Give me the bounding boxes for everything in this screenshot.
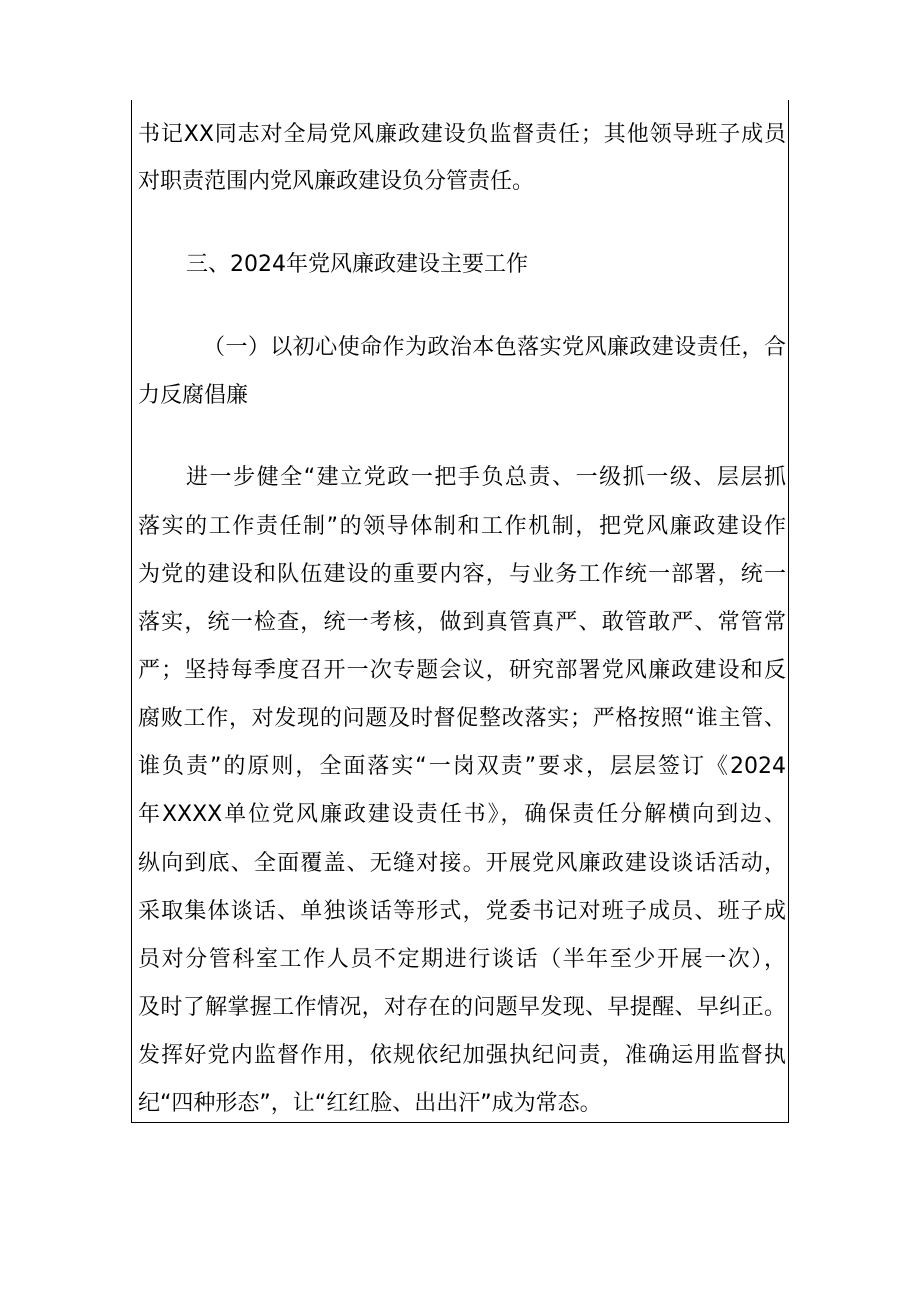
- text-line: 年XXXX单位党风廉政建设责任书》，确保责任分解横向到边、: [138, 802, 786, 827]
- text-line: 谁负责”的原则，全面落实“一岗双责”要求，层层签订《2024: [138, 754, 786, 779]
- text-line: 对职责范围内党风廉政建设负分管责任。: [138, 169, 535, 194]
- text-line: 严；坚持每季度召开一次专题会议，研究部署党风廉政建设和反: [138, 658, 786, 683]
- text-line: 纵向到底、全面覆盖、无缝对接。开展党风廉政建设谈话活动，: [138, 851, 786, 876]
- text-line: 发挥好党内监督作用，依规依纪加强执纪问责，准确运用监督执: [138, 1043, 786, 1068]
- text-line: 落实的工作责任制”的领导体制和工作机制，把党风廉政建设作: [138, 514, 786, 539]
- text-line: （一）以初心使命作为政治本色落实党风廉政建设责任，合: [203, 335, 786, 360]
- text-line: 落实，统一检查，统一考核，做到真管真严、敢管敢严、常管常: [138, 610, 786, 635]
- text-line: 纪“四种形态”，让“红红脸、出出汗”成为常态。: [138, 1091, 602, 1116]
- text-line: 腐败工作，对发现的问题及时督促整改落实；严格按照“谁主管、: [138, 706, 786, 731]
- section-heading: 三、2024年党风廉政建设主要工作: [186, 252, 528, 277]
- text-line: 为党的建设和队伍建设的重要内容，与业务工作统一部署，统一: [138, 562, 786, 587]
- text-line: 员对分管科室工作人员不定期进行谈话（半年至少开展一次），: [138, 947, 786, 972]
- text-line: 及时了解掌握工作情况，对存在的问题早发现、早提醒、早纠正。: [138, 995, 786, 1020]
- text-line: 力反腐倡廉: [138, 383, 249, 408]
- text-line: 进一步健全“建立党政一把手负总责、一级抓一级、层层抓: [186, 465, 786, 490]
- text-line: 书记XX同志对全局党风廉政建设负监督责任；其他领导班子成员: [138, 122, 786, 147]
- text-line: 采取集体谈话、单独谈话等形式，党委书记对班子成员、班子成: [138, 899, 786, 924]
